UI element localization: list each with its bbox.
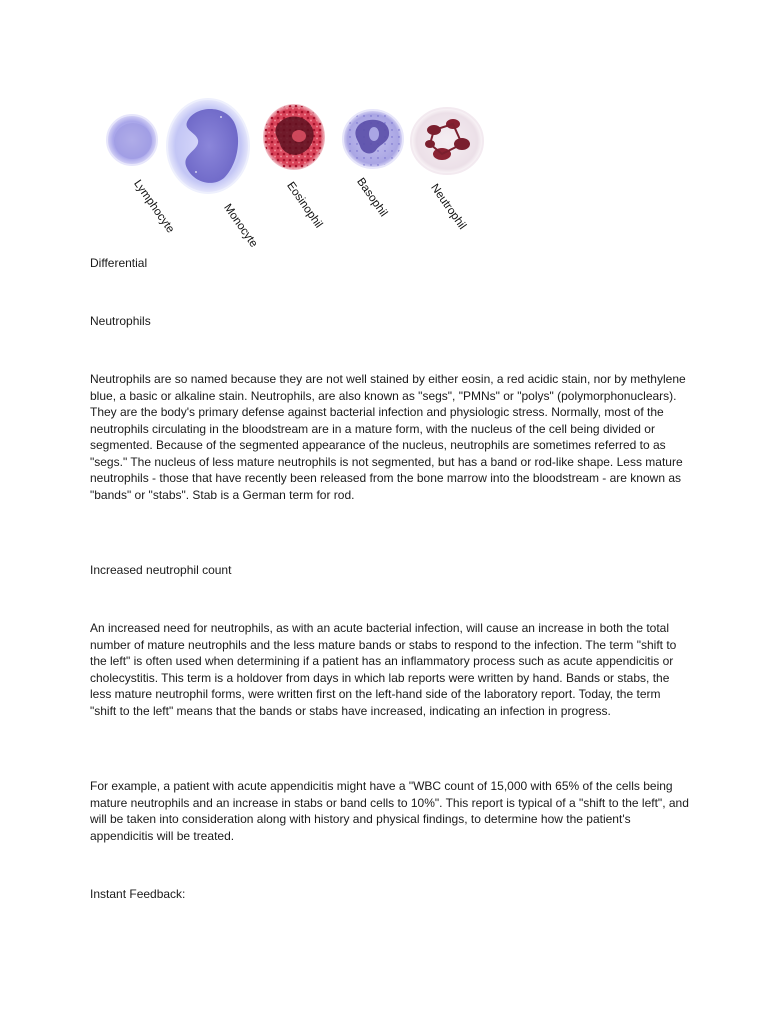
heading-increased-neutrophil-count: Increased neutrophil count (90, 563, 232, 577)
heading-neutrophils: Neutrophils (90, 314, 151, 328)
label-monocyte: Monocyte (221, 202, 260, 250)
monocyte-cell (167, 99, 249, 193)
label-neutrophil: Neutrophil (428, 182, 469, 232)
paragraph-increased-count: An increased need for neutrophils, as with an acute bacterial infection, will cause an increase in both the total number of mature neutrophils and the less mature bands or stabs to respond to the infection. The term "shift to the left" is often used when determining if a patient has an inflammatory process such as acute appendicitis or cholecystitis. This term is a holdover from days in which lab reports were written by hand. Bands or stabs, the less mature neutrophil forms, were written first on the left-hand side of the laboratory report. Today, the term "shift to the left" means that the bands or stabs have increased, indicating an infection in progress. (90, 621, 677, 718)
lymphocyte-cell (107, 115, 157, 165)
paragraph-example: For example, a patient with acute appendicitis might have a "WBC count of 15,000 with 65% of the cells being mature neutrophils and an increase in stabs or band cells to 10%". This report is typical of a "shift to the left", and will be taken into consideration along with history and physical findings, to determine how the patient's appendicitis will be treated. (90, 779, 689, 843)
white-blood-cell-figure (96, 92, 496, 262)
label-eosinophil: Eosinophil (284, 180, 325, 231)
neutrophil-cell (411, 108, 483, 174)
heading-differential: Differential (90, 256, 148, 270)
label-basophil: Basophil (354, 176, 390, 220)
basophil-cell (343, 110, 403, 168)
label-lymphocyte: Lymphocyte (131, 178, 177, 236)
eosinophil-cell (263, 104, 325, 170)
paragraph-neutrophils: Neutrophils are so named because they are not well stained by either eosin, a red acidic stain, nor by methylene blue, a basic or alkaline stain. Neutrophils, are also known as "segs", "PMNs" or "polys" (polymorphonuclears). They are the body's primary defense against bacterial infection and physiologic stress. Normally, most of the neutrophils circulating in the bloodstream are in a mature form, with the nucleus of the cell being divided or segmented. Because of the segmented appearance of the nucleus, neutrophils are sometimes referred to as "segs." The nucleus of less mature neutrophils is not segmented, but has a band or rod-like shape. Less mature neutrophils - those that have recently been released from the bone marrow into the bloodstream - are known as "bands" or "stabs". Stab is a German term for rod. (90, 372, 686, 502)
heading-instant-feedback: Instant Feedback: (90, 887, 186, 901)
